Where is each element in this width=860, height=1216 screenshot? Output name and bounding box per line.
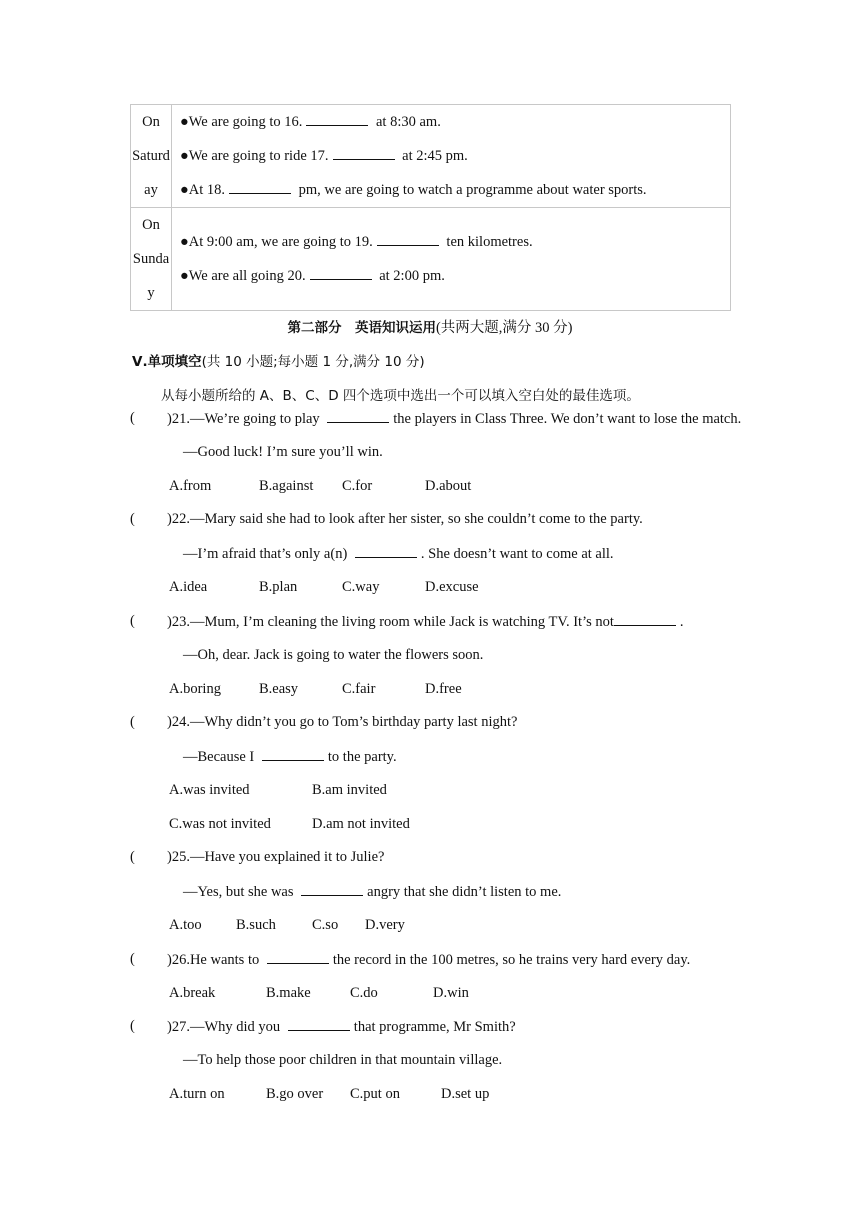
reply-line — [183, 444, 383, 461]
question-text: )25.—Have you explained it to Julie? — [167, 849, 385, 865]
option-a[interactable]: A.idea — [169, 579, 208, 595]
question-text: )27.—Why did you — [167, 1019, 284, 1035]
question-text: )21.—We’re going to play — [167, 411, 324, 427]
reply-line — [183, 647, 483, 664]
option-d[interactable]: D.am not invited — [312, 816, 410, 832]
reply-text: —To help those poor children in that mountain village. — [183, 1052, 503, 1068]
day-label-part: Saturd — [132, 148, 170, 164]
option-c[interactable]: C.put on — [350, 1086, 400, 1102]
part-title-text: 第二部分 英语知识运用 — [287, 320, 436, 336]
reply-text: —Yes, but she was — [183, 884, 298, 900]
item-text: at 2:45 pm. — [398, 148, 468, 164]
option-b[interactable]: B.am invited — [312, 782, 387, 798]
schedule-item — [180, 105, 730, 139]
reply-blank[interactable] — [301, 883, 363, 896]
day-label-part: On — [142, 114, 160, 130]
sunday-row — [131, 208, 731, 311]
reply-text: angry that she didn’t listen to me. — [367, 884, 562, 900]
schedule-item — [180, 139, 730, 173]
day-label-part: On — [142, 217, 160, 233]
question-stem — [167, 410, 741, 428]
option-d[interactable]: D.free — [425, 681, 462, 697]
reply-text: . She doesn’t want to come at all. — [420, 546, 614, 562]
section-heading — [132, 350, 425, 370]
option-b[interactable]: B.against — [259, 478, 314, 494]
item-text: at 8:30 am. — [372, 114, 441, 130]
option-b[interactable]: B.make — [266, 985, 311, 1001]
question-stem — [167, 951, 690, 969]
answer-bracket[interactable]: ( — [130, 714, 135, 730]
part-title-note: (共两大题,满分 30 分) — [435, 320, 573, 336]
option-a[interactable]: A.from — [169, 478, 212, 494]
answer-blank-17[interactable] — [333, 147, 395, 160]
item-text: ●At 9:00 am, we are going to 19. — [180, 234, 373, 250]
question-blank[interactable] — [614, 613, 676, 626]
question-text: )22.—Mary said she had to look after her sister, so she couldn’t come to the party. — [167, 511, 643, 527]
item-text: ●At 18. — [180, 182, 226, 198]
reply-blank[interactable] — [355, 545, 417, 558]
option-c[interactable]: C.do — [350, 985, 378, 1001]
option-b[interactable]: B.plan — [259, 579, 298, 595]
question-text: . — [679, 614, 684, 630]
answer-bracket[interactable]: ( — [130, 951, 135, 967]
sunday-items — [172, 208, 731, 311]
option-a[interactable]: A.boring — [169, 681, 221, 697]
question-text: )24.—Why didn’t you go to Tom’s birthday party last night? — [167, 714, 518, 730]
option-a[interactable]: A.too — [169, 917, 202, 933]
option-c[interactable]: C.way — [342, 579, 380, 595]
saturday-row — [131, 105, 731, 208]
instruction-text: 从每小题所给的 A、B、C、D 四个选项中选出一个可以填入空白处的最佳选项。 — [161, 388, 640, 404]
reply-text: —I’m afraid that’s only a(n) — [183, 546, 351, 562]
option-b[interactable]: B.easy — [259, 681, 299, 697]
reply-line — [183, 1052, 502, 1069]
option-d[interactable]: D.about — [425, 478, 472, 494]
reply-line — [183, 883, 561, 901]
option-a[interactable]: A.turn on — [169, 1086, 225, 1102]
reply-text: —Good luck! I’m sure you’ll win. — [183, 444, 383, 460]
item-text: ten kilometres. — [442, 234, 533, 250]
option-d[interactable]: D.set up — [441, 1086, 490, 1102]
question-stem — [167, 1018, 516, 1036]
schedule-table — [130, 104, 731, 311]
reply-blank[interactable] — [262, 748, 324, 761]
reply-line — [183, 545, 614, 563]
item-text: pm, we are going to watch a programme about water sports. — [295, 182, 647, 198]
option-d[interactable]: D.win — [433, 985, 469, 1001]
reply-text: —Oh, dear. Jack is going to water the flowers soon. — [183, 647, 484, 663]
day-label-part: Sunda — [132, 251, 170, 267]
option-d[interactable]: D.excuse — [425, 579, 479, 595]
section-heading-text: Ⅴ.单项填空 — [132, 354, 202, 370]
day-label-part: y — [147, 285, 155, 301]
question-text: )23.—Mum, I’m cleaning the living room while Jack is watching TV. It’s not — [167, 614, 614, 630]
reply-text: to the party. — [327, 749, 397, 765]
option-a[interactable]: A.break — [169, 985, 216, 1001]
option-c[interactable]: C.was not invited — [169, 816, 271, 832]
option-d[interactable]: D.very — [365, 917, 405, 933]
question-stem — [167, 849, 384, 866]
question-blank[interactable] — [267, 951, 329, 964]
question-text: that programme, Mr Smith? — [353, 1019, 516, 1035]
item-text: at 2:00 pm. — [375, 268, 445, 284]
question-stem — [167, 714, 517, 731]
question-stem — [167, 511, 643, 528]
answer-blank-16[interactable] — [306, 113, 368, 126]
question-text: )26.He wants to — [167, 952, 263, 968]
option-c[interactable]: C.so — [312, 917, 339, 933]
question-text: the record in the 100 metres, so he trains very hard every day. — [332, 952, 691, 968]
schedule-item — [180, 225, 730, 259]
saturday-label — [131, 105, 172, 208]
reply-text: —Because I — [183, 749, 258, 765]
section-note: (共 10 小题;每小题 1 分,满分 10 分) — [201, 354, 425, 370]
answer-blank-20[interactable] — [310, 267, 372, 280]
option-a[interactable]: A.was invited — [169, 782, 250, 798]
schedule-item — [180, 173, 730, 207]
answer-bracket[interactable]: ( — [130, 1018, 135, 1034]
question-stem — [167, 613, 684, 631]
answer-bracket[interactable]: ( — [130, 410, 135, 426]
question-text: the players in Class Three. We don’t want to lose the match. — [393, 411, 742, 427]
answer-bracket[interactable]: ( — [130, 511, 135, 527]
answer-blank-18[interactable] — [229, 181, 291, 194]
option-c[interactable]: C.for — [342, 478, 373, 494]
day-label-part: ay — [144, 182, 158, 198]
option-b[interactable]: B.go over — [266, 1086, 324, 1102]
question-blank[interactable] — [327, 410, 389, 423]
question-blank[interactable] — [288, 1018, 350, 1031]
item-text: ●We are all going 20. — [180, 268, 306, 284]
item-text: ●We are going to ride 17. — [180, 148, 329, 164]
answer-bracket[interactable]: ( — [130, 849, 135, 865]
reply-line — [183, 748, 397, 766]
option-c[interactable]: C.fair — [342, 681, 376, 697]
answer-blank-19[interactable] — [377, 233, 439, 246]
saturday-items — [172, 105, 731, 208]
sunday-label — [131, 208, 172, 311]
schedule-item — [180, 259, 730, 293]
answer-bracket[interactable]: ( — [130, 613, 135, 629]
option-b[interactable]: B.such — [236, 917, 276, 933]
item-text: ●We are going to 16. — [180, 114, 303, 130]
part-title — [0, 316, 860, 337]
